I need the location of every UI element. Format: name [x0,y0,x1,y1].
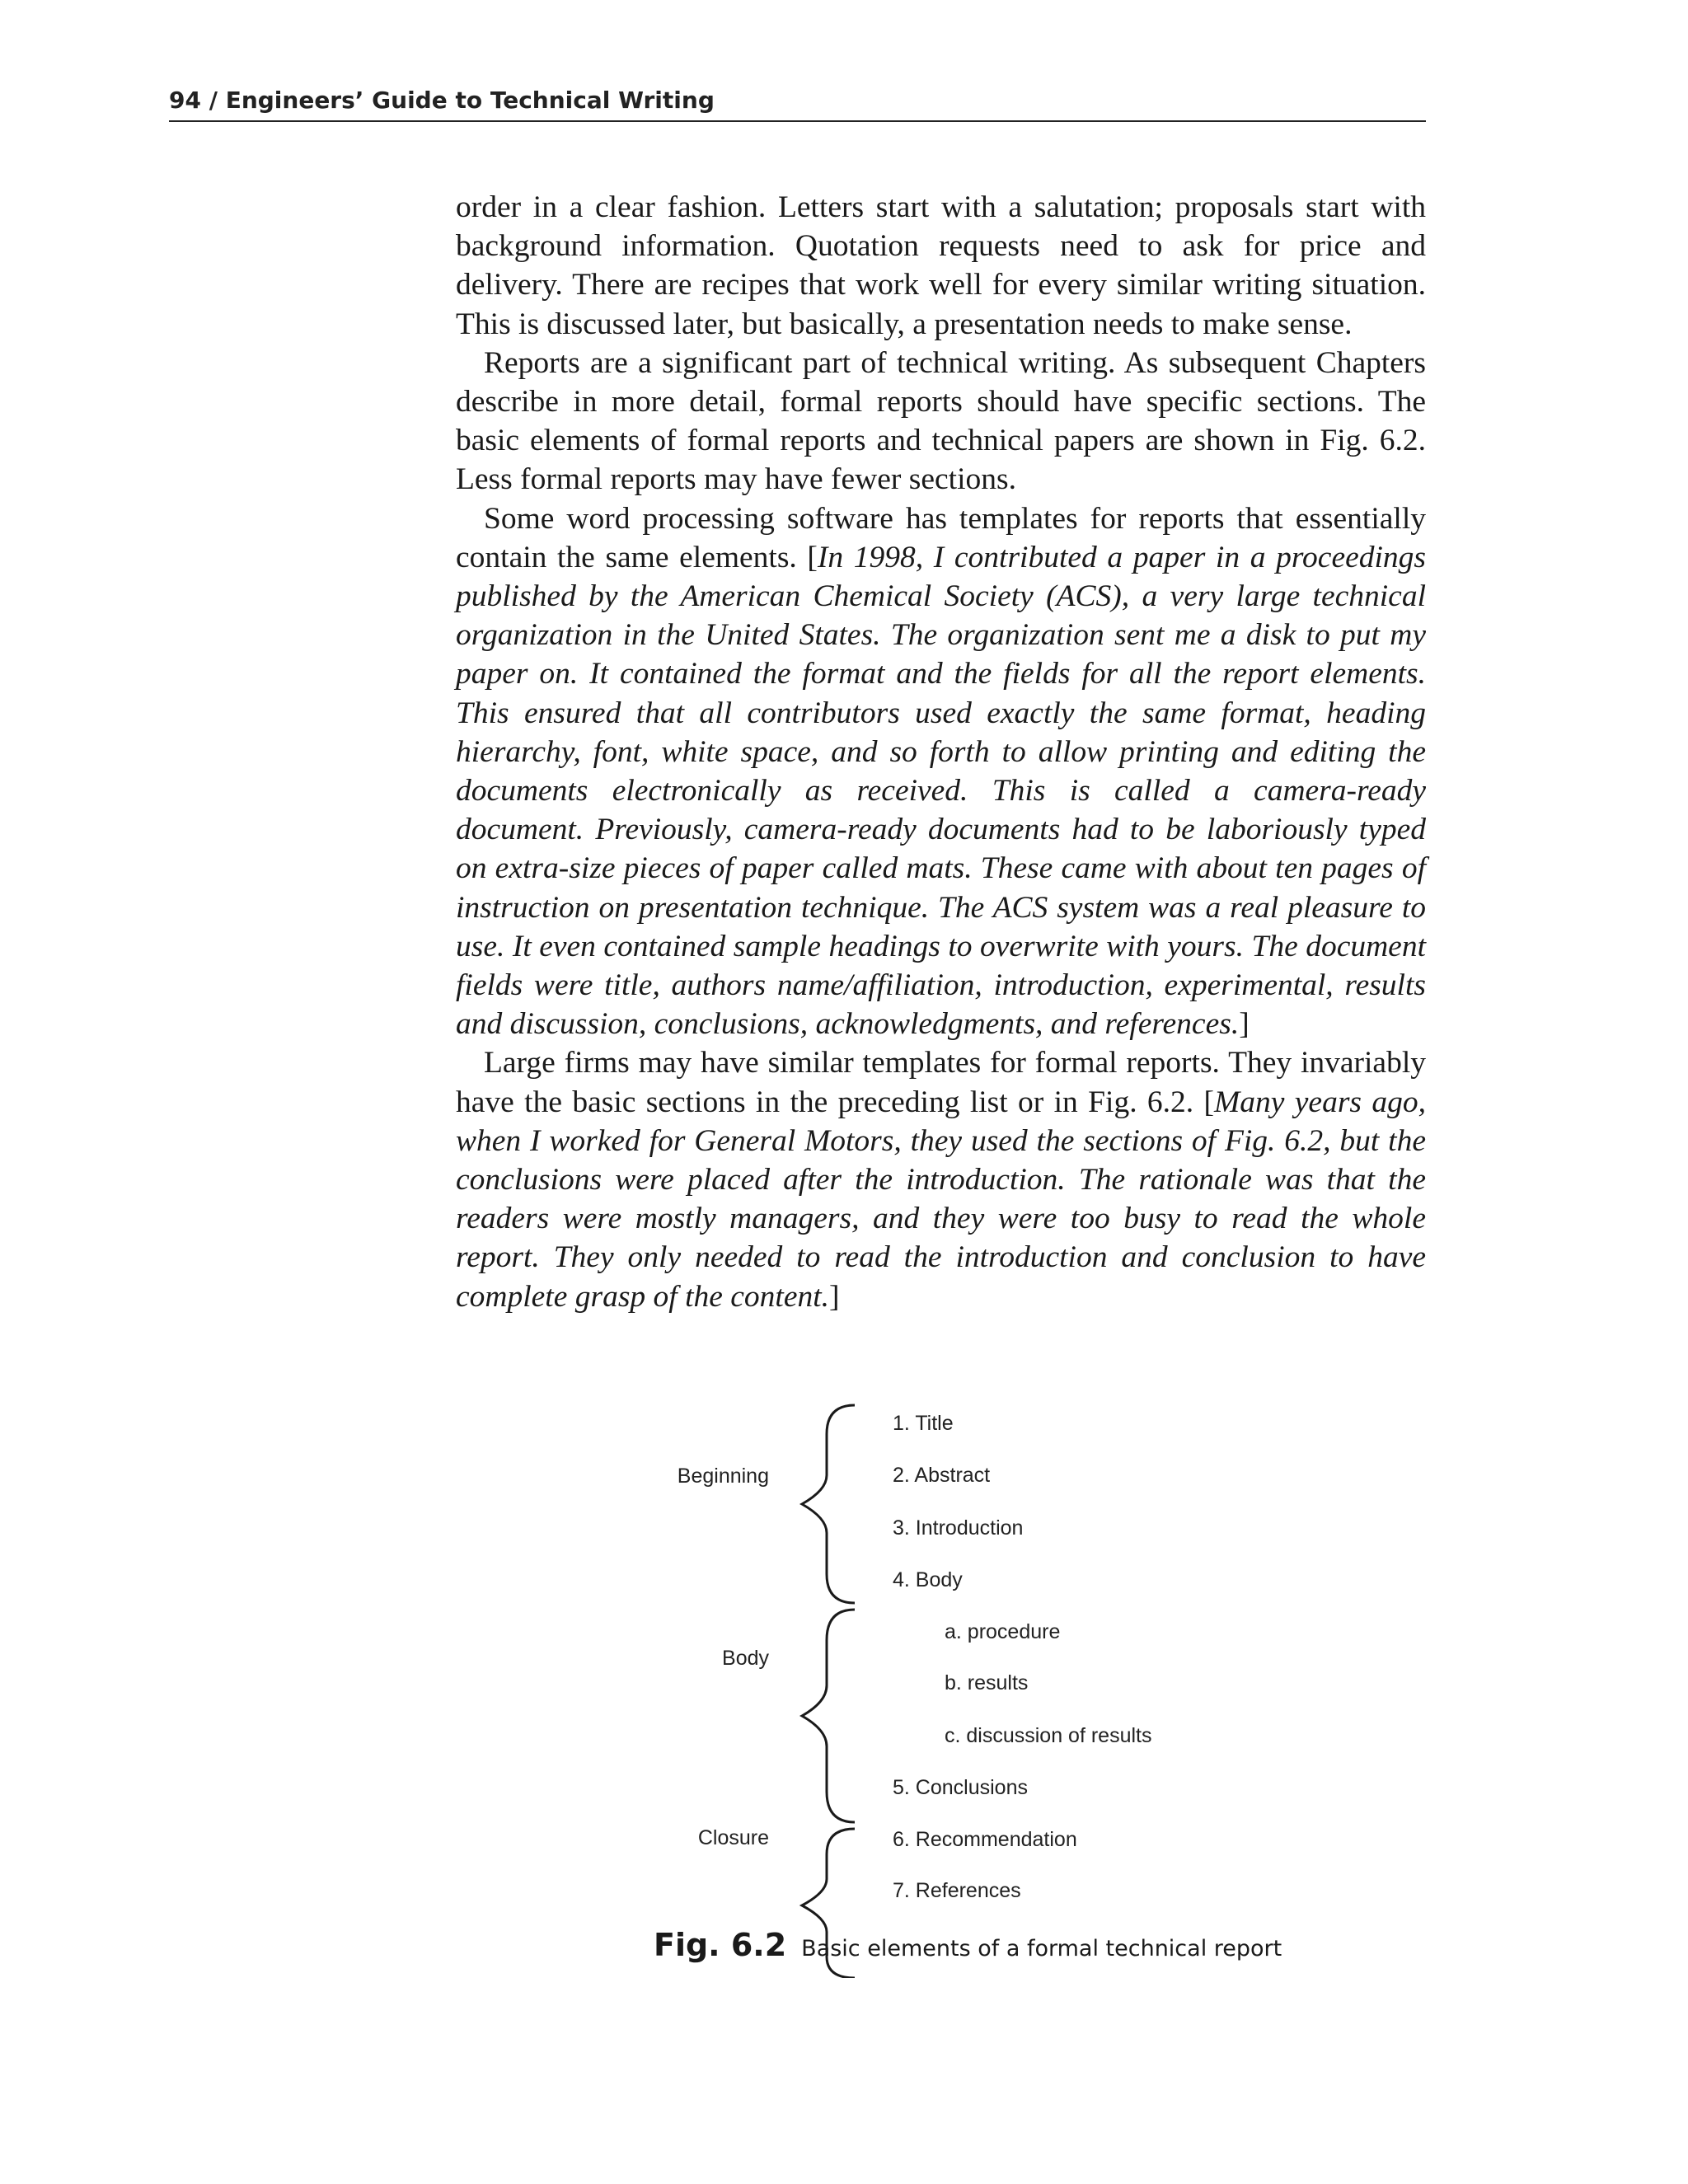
paragraph-1: order in a clear fashion. Letters start with a salutation; proposals start with background information. Quotation requests need to ask for price and delivery. There are recipes that work well for every similar writing situation. This is discussed later, but basically, a presentation needs to make sense. [456,190,1426,341]
paragraph-3 [456,499,1426,1044]
figure-item: 2. Abstract [893,1464,991,1487]
paragraph-4-italic: Many years ago, when I worked for General Motors, they used the sections of Fig. 6.2, but the conclusions were placed after the introduction. The rationale was that the readers were mostly managers, and they were too busy to read the whole report. They only needed to read the introduction and conclusion to have complete grasp of the content. [456,1085,1427,1314]
brace-group [795,1401,861,1978]
running-head: 94 / Engineers’ Guide to Technical Writing [169,87,715,114]
paragraph-3-lead: Some word processing software has templates for reports that essentially contain the same elements. [ [456,501,1426,574]
group-label-beginning: Beginning [677,1465,769,1488]
brace-beginning [802,1405,855,1603]
paragraph-4-close: ] [829,1279,840,1314]
figure-caption-text: Basic elements of a formal technical report [801,1936,1282,1961]
figure-subitem: b. results [945,1671,1029,1694]
paragraph-4-lead: Large firms may have similar templates for formal reports. They invariably have the basic sections in the preceding list or in Fig. 6.2. [ [456,1046,1426,1119]
figure-subitem: c. discussion of results [945,1724,1152,1747]
paragraph-3-close: ] [1239,1007,1250,1042]
figure-caption [654,1927,1282,1963]
figure-item: 7. References [893,1879,1021,1902]
figure-caption-number: Fig. 6.2 [654,1927,787,1963]
figure-item: 3. Introduction [893,1516,1024,1540]
group-label-body: Body [722,1647,769,1670]
figure-item: 6. Recommendation [893,1828,1077,1851]
header-rule [169,120,1426,122]
group-label-closure: Closure [697,1826,769,1849]
brace-body [802,1610,855,1822]
figure-item: 4. Body [893,1568,963,1591]
figure-item: 1. Title [893,1412,954,1435]
paragraph-3-italic: In 1998, I contributed a paper in a proceedings published by the American Chemical Society (ACS), a very large technical organization in the United States. The organization sent me a disk to put my paper on. It contained the format and the fields for all the report elements. This ensured that all contributors used exactly the same format, heading hierarchy, font, white space, and so forth to allow printing and editing the documents electronically as received. This is called a camera-ready document. Previously, camera-ready documents had to be laboriously typed on extra-size pieces of paper called mats. These came with about ten pages of instruction on presentation technique. The ACS system was a real pleasure to use. It even contained sample headings to overwrite with yours. The document fields were title, authors name/affiliation, introduction, experimental, results and discussion, conclusions, acknowledgments, and references. [456,540,1426,1042]
figure-subitem: a. procedure [945,1620,1061,1643]
paragraph-2: Reports are a significant part of technical writing. As subsequent Chapters describe in more detail, formal reports should have specific sections. The basic elements of formal reports and technical papers are shown in Fig. 6.2. Less formal reports may have fewer sections. [456,345,1426,497]
paragraph-4 [456,1043,1426,1315]
figure-item: 5. Conclusions [893,1776,1028,1799]
body-text [456,188,1426,1316]
